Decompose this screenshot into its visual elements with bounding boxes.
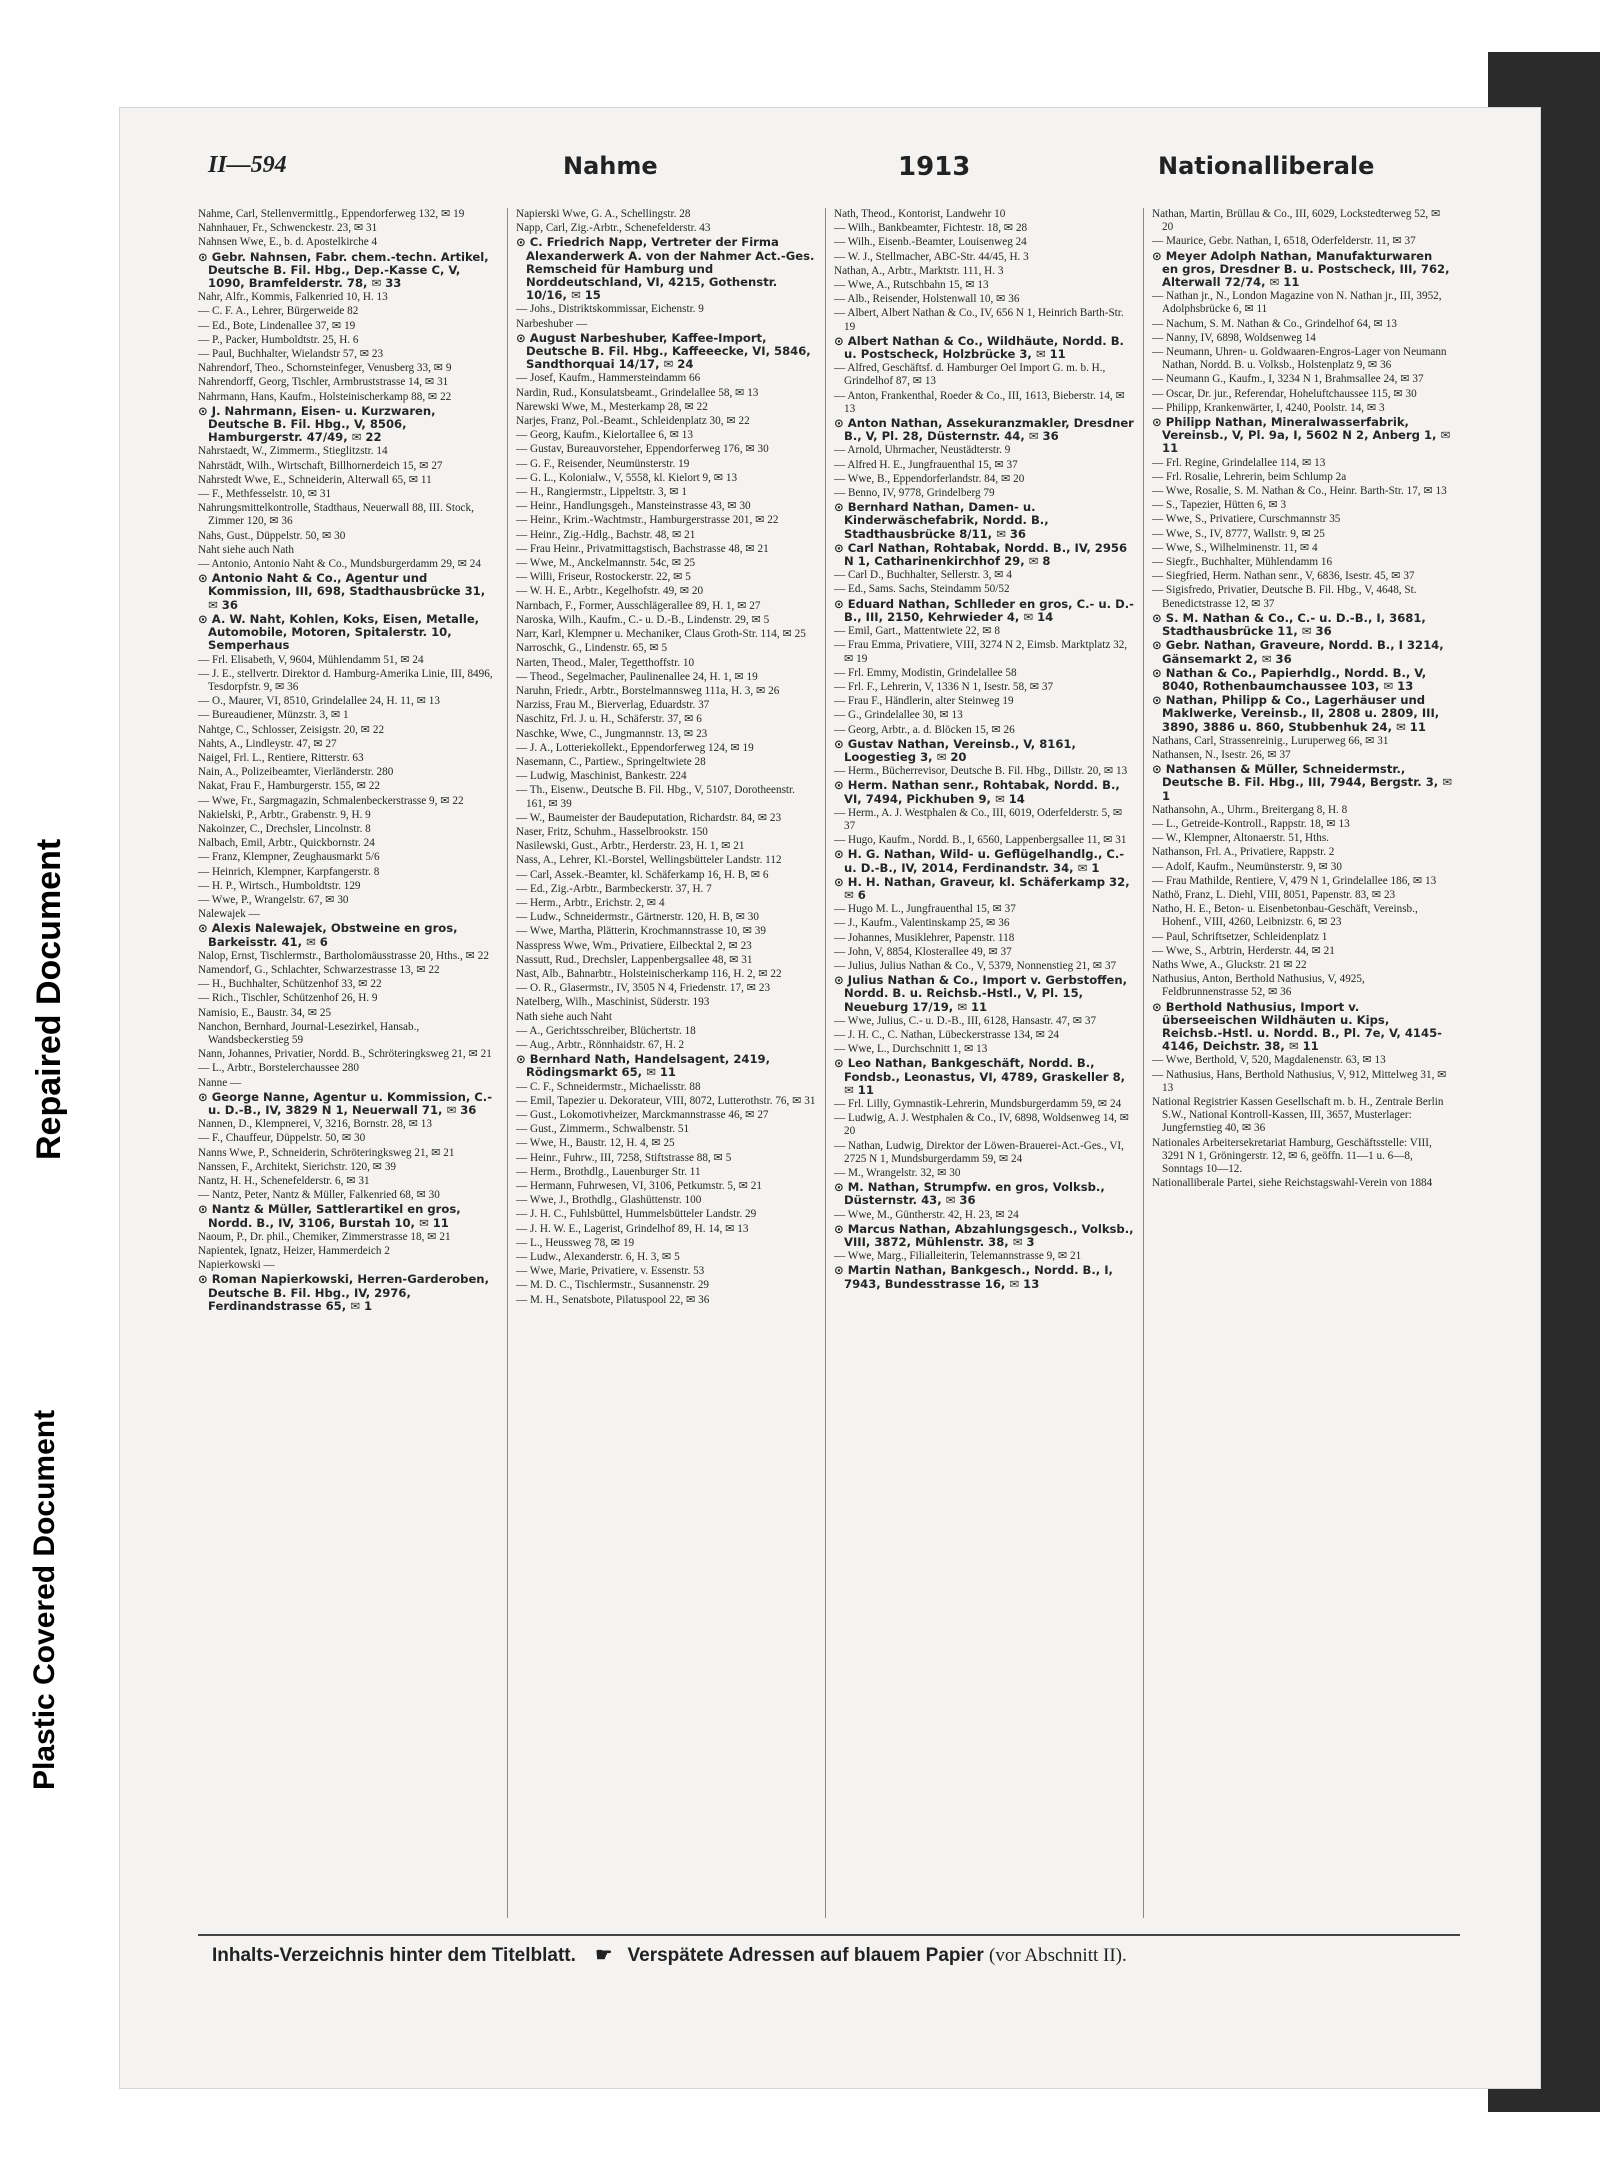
directory-entry: Naroska, Wilh., Kaufm., C.- u. D.-B., Lindenstr. 29, ✉ 5 xyxy=(516,613,770,626)
directory-entry: Nahs, Gust., Düppelstr. 50, ✉ 30 xyxy=(198,529,346,542)
directory-entry: Nass, A., Lehrer, Kl.-Borstel, Wellingsbütteler Landstr. 112 xyxy=(516,854,782,867)
directory-entry: — Franz, Klempner, Zeughausmarkt 5/6 xyxy=(198,851,380,864)
directory-entry: — Hermann, Fuhrwesen, VI, 3106, Petkumstr. 5, ✉ 21 xyxy=(516,1180,762,1193)
directory-entry: Nahrstedt Wwe, E., Schneiderin, Alterwall 65, ✉ 11 xyxy=(198,473,432,486)
footer xyxy=(212,1944,1462,1967)
directory-entry: — Georg, Kaufm., Kielortallee 6, ✉ 13 xyxy=(516,429,693,442)
directory-entry: Nassutt, Rud., Drechsler, Lappenbergsallee 48, ✉ 31 xyxy=(516,953,753,966)
directory-entry: — A., Gerichtsschreiber, Blüchertstr. 18 xyxy=(516,1024,696,1037)
directory-entry: Nann, Johannes, Privatier, Nordd. B., Schröteringksweg 21, ✉ 21 xyxy=(198,1048,492,1061)
page-header xyxy=(208,152,1480,190)
directory-entry: — Wwe, S., Privatiere, Curschmannstr 35 xyxy=(1152,513,1341,526)
directory-entry: — Gust., Zimmerm., Schwalbenstr. 51 xyxy=(516,1123,690,1136)
directory-entry: Nahrendorf, Theo., Schornsteinfeger, Venusberg 33, ✉ 9 xyxy=(198,362,452,375)
directory-entry: — Alfred H. E., Jungfrauenthal 15, ✉ 37 xyxy=(834,458,1018,471)
directory-entry: — L., Getreide-Kontroll., Rappstr. 18, ✉ 13 xyxy=(1152,817,1350,830)
directory-entry: — Alfred, Geschäftsf. d. Hamburger Oel Import G. m. b. H., Grindelhof 87, ✉ 13 xyxy=(834,362,1106,388)
directory-entry: Nannen, D., Klempnerei, V, 3216, Bornstr. 28, ✉ 13 xyxy=(198,1118,432,1131)
directory-entry: — Wwe, H., Baustr. 12, H. 4, ✉ 25 xyxy=(516,1137,675,1150)
directory-entry: — Nathan jr., N., London Magazine von N. Nathan jr., III, 3952, Adolphsbrücke 6, ✉ 11 xyxy=(1152,290,1442,316)
directory-entry: ⊙ Carl Nathan, Rohtabak, Nordd. B., IV, 2956 N 1, Catharinenkirchhof 29, ✉ 8 xyxy=(834,540,1128,569)
directory-entry: — Frl. Lilly, Gymnastik-Lehrerin, Mundsburgerdamm 59, ✉ 24 xyxy=(834,1098,1122,1110)
directory-entry: — Wwe, Martha, Plätterin, Krochmannstrasse 10, ✉ 39 xyxy=(516,925,766,938)
directory-entry: — Philipp, Krankenwärter, I, 4240, Poolstr. 14, ✉ 3 xyxy=(1152,401,1385,414)
directory-entry: — Herm., Arbtr., Erichstr. 2, ✉ 4 xyxy=(516,896,665,909)
directory-entry: ⊙ A. W. Naht, Kohlen, Koks, Eisen, Metalle, Automobile, Motoren, Spitalerstr. 10, Semperhaus xyxy=(198,611,480,653)
hand-pointer-icon: ☛ xyxy=(595,1945,613,1966)
directory-entry: — Julius, Julius Nathan & Co., V, 5379, Nonnenstieg 21, ✉ 37 xyxy=(834,959,1117,972)
directory-entry: Nast, Alb., Bahnarbtr., Holsteinischerkamp 116, H. 2, ✉ 22 xyxy=(516,967,782,980)
directory-entry: ⊙ Roman Napierkowski, Herren-Garderoben, Deutsche B. Fil. Hbg., IV, 2976, Ferdinandstrasse 65, ✉ 1 xyxy=(198,1272,489,1313)
directory-entry: — Sigisfredo, Privatier, Deutsche B. Fil. Hbg., V, 4648, St. Benedictstrasse 12, ✉ 37 xyxy=(1152,584,1417,610)
directory-entry: Naschke, Wwe, C., Jungmannstr. 13, ✉ 23 xyxy=(516,727,708,740)
directory-entry: Napierkowski — xyxy=(198,1259,275,1272)
footer-left: Inhalts-Verzeichnis hinter dem Titelblatt. xyxy=(212,1945,576,1966)
directory-entry: Nathans, Carl, Strassenreinig., Luruperweg 66, ✉ 31 xyxy=(1152,734,1389,747)
directory-entry: Narnbach, F., Former, Ausschlägerallee 89, H. 1, ✉ 27 xyxy=(516,599,761,612)
directory-entry: ⊙ George Nanne, Agentur u. Kommission, C.- u. D.-B., IV, 3829 N 1, Neuerwall 71, ✉ 36 xyxy=(198,1089,493,1117)
directory-entry: — Wwe, P., Wrangelstr. 67, ✉ 30 xyxy=(198,893,349,906)
directory-entry: — M. H., Senatsbote, Pilatuspool 22, ✉ 36 xyxy=(516,1293,710,1306)
directory-entry: Naoum, P., Dr. phil., Chemiker, Zimmerstrasse 18, ✉ 21 xyxy=(198,1230,451,1243)
directory-entry: — Neumann G., Kaufm., I, 3234 N 1, Brahmsallee 24, ✉ 37 xyxy=(1152,373,1424,386)
directory-entry: ⊙ Meyer Adolph Nathan, Manufakturwaren en gros, Dresdner B. u. Postscheck, III, 762, Alterwall 72/74, ✉ 11 xyxy=(1152,248,1450,290)
directory-entry: Nathansen, N., Isestr. 26, ✉ 37 xyxy=(1152,748,1291,761)
directory-entry: Nahtge, C., Schlosser, Zeisigstr. 20, ✉ 22 xyxy=(198,723,385,736)
directory-entry: ⊙ Philipp Nathan, Mineralwasserfabrik, Vereinsb., V, Pl. 9a, I, 5602 N 2, Anberg 1, ✉ 11 xyxy=(1152,415,1451,456)
directory-entry: Nahrstaedt, W., Zimmerm., Stieglitzstr. 14 xyxy=(198,445,388,458)
directory-page xyxy=(120,108,1540,2088)
directory-entry: ⊙ Bernhard Nathan, Damen- u. Kinderwäschefabrik, Nordd. B., Stadthausbrücke 8/11, ✉ 36 xyxy=(834,500,1049,541)
directory-entry: Nahme, Carl, Stellenvermittlg., Eppendorferweg 132, ✉ 19 xyxy=(198,208,465,220)
directory-entry: Nahrendorff, Georg, Tischler, Armbruststrasse 14, ✉ 31 xyxy=(198,376,449,389)
directory-entry: Narbeshuber — xyxy=(516,317,588,330)
directory-entry: ⊙ M. Nathan, Strumpfw. en gros, Volksb., Düsternstr. 43, ✉ 36 xyxy=(834,1180,1105,1208)
directory-entry: Nahnsen Wwe, E., b. d. Apostelkirche 4 xyxy=(198,236,378,249)
directory-entry: — Wwe, Marie, Privatiere, v. Essenstr. 53 xyxy=(516,1265,705,1278)
directory-entry: ⊙ Julius Nathan & Co., Import v. Gerbstoffen, Nordd. B. u. Reichsb.-Hstl., V, Pl. 15, Neueburg 17/19, ✉ 11 xyxy=(834,973,1128,1014)
directory-entry: — Herm., Brothdlg., Lauenburger Str. 11 xyxy=(516,1165,701,1178)
directory-entry: — Nanny, IV, 6898, Woldsenweg 14 xyxy=(1152,331,1316,344)
directory-entry: — M. D. C., Tischlermstr., Susannenstr. 29 xyxy=(516,1279,710,1292)
directory-entry: Natho, H. E., Beton- u. Eisenbetonbau-Geschäft, Vereinsb., Hohenf., VIII, 4260, Leibnizstr. 6, ✉ 23 xyxy=(1152,903,1418,929)
directory-entry: — Wwe, A., Rutschbahn 15, ✉ 13 xyxy=(834,279,989,292)
directory-entry: — Herm., Bücherrevisor, Deutsche B. Fil. Hbg., Dillstr. 20, ✉ 13 xyxy=(834,765,1128,778)
head-word: Nahme xyxy=(563,152,658,180)
columns xyxy=(198,208,1460,1918)
directory-entry: — Gustav, Bureauvorsteher, Eppendorferweg 176, ✉ 30 xyxy=(516,443,769,456)
directory-entry: — Alb., Reisender, Holstenwall 10, ✉ 36 xyxy=(834,293,1020,306)
directory-entry: — L., Arbtr., Borstelerchaussee 280 xyxy=(198,1062,359,1075)
directory-entry: Naigel, Frl. L., Rentiere, Ritterstr. 63 xyxy=(198,751,364,764)
directory-entry: Nasilewski, Gust., Arbtr., Herderstr. 23, H. 1, ✉ 21 xyxy=(516,840,745,853)
directory-entry: — W. H. E., Arbtr., Kegelhofstr. 49, ✉ 20 xyxy=(516,585,704,598)
directory-entry: — G. F., Reisender, Neumünsterstr. 19 xyxy=(516,457,690,470)
right-head-word: Nationalliberale xyxy=(1158,152,1375,180)
directory-entry: ⊙ Albert Nathan & Co., Wildhäute, Nordd. B. u. Postscheck, Holzbrücke 3, ✉ 11 xyxy=(834,333,1124,362)
directory-entry: National Registrier Kassen Gesellschaft m. b. H., Zentrale Berlin S.W., National Kontroll-Kassen, III, 3657, Musterlager: Jungfernstieg 40, ✉ 36 xyxy=(1152,1096,1444,1135)
directory-entry: — Aug., Arbtr., Rönnhaidstr. 67, H. 2 xyxy=(516,1038,685,1051)
directory-entry: — Georg, Arbtr., a. d. Blöcken 15, ✉ 26 xyxy=(834,723,1015,736)
directory-entry: — Hugo M. L., Jungfrauenthal 15, ✉ 37 xyxy=(834,903,1016,916)
directory-entry: ⊙ S. M. Nathan & Co., C.- u. D.-B., I, 3681, Stadthausbrücke 11, ✉ 36 xyxy=(1152,610,1426,639)
directory-entry: — Frau Mathilde, Rentiere, V, 479 N 1, Grindelallee 186, ✉ 13 xyxy=(1152,874,1437,887)
directory-entry: — Frau Heinr., Privatmittagstisch, Bachstrasse 48, ✉ 21 xyxy=(516,542,769,555)
directory-entry: — Wwe, M., Güntherstr. 42, H. 23, ✉ 24 xyxy=(834,1208,1019,1221)
directory-entry: — J. A., Lotteriekollekt., Eppendorferweg 124, ✉ 19 xyxy=(516,741,754,754)
directory-entry: Naschitz, Frl. J. u. H., Schäferstr. 37, ✉ 6 xyxy=(516,713,702,726)
directory-entry: ⊙ Anton Nathan, Assekuranzmakler, Dresdner B., V, Pl. 28, Düsternstr. 44, ✉ 36 xyxy=(834,416,1134,444)
directory-entry: — Paul, Schriftsetzer, Schleidenplatz 1 xyxy=(1152,930,1328,943)
directory-entry: — Maurice, Gebr. Nathan, I, 6518, Oderfelderstr. 11, ✉ 37 xyxy=(1152,235,1416,248)
directory-entry: Nationalliberale Partei, siehe Reichstagswahl-Verein von 1884 xyxy=(1152,1177,1433,1190)
directory-entry: — Ludwig, A. J. Westphalen & Co., IV, 6898, Woldsenweg 14, ✉ 20 xyxy=(834,1112,1130,1138)
directory-entry: — Frl. Rosalie, Lehrerin, beim Schlump 2a xyxy=(1152,470,1347,483)
directory-entry: — Frau Emma, Privatiere, VIII, 3274 N 2, Eimsb. Marktplatz 32, ✉ 19 xyxy=(834,639,1128,665)
directory-entry: — Ludw., Schneidermstr., Gärtnerstr. 120, H. B, ✉ 30 xyxy=(516,911,759,924)
directory-entry: — Ed., Bote, Lindenallee 37, ✉ 19 xyxy=(198,319,356,332)
directory-entry: Narr, Karl, Klempner u. Mechaniker, Claus Groth-Str. 114, ✉ 25 xyxy=(516,628,806,641)
directory-entry: ⊙ Nantz & Müller, Sattlerartikel en gros, Nordd. B., IV, 3106, Burstah 10, ✉ 11 xyxy=(198,1202,461,1230)
directory-entry: — G. L., Kolonialw., V, 5558, kl. Kielort 9, ✉ 13 xyxy=(516,471,738,484)
column-rule xyxy=(507,208,508,1918)
directory-entry: Nakat, Frau F., Hamburgerstr. 155, ✉ 22 xyxy=(198,780,380,793)
directory-entry: Nathan, Martin, Brüllau & Co., III, 6029, Lockstedterweg 52, ✉ 20 xyxy=(1152,208,1441,234)
directory-entry: Nahrungsmittelkontrolle, Stadthaus, Neuerwall 88, III. Stock, Zimmer 120, ✉ 36 xyxy=(198,502,474,528)
directory-entry: Nahnhauer, Fr., Schwenckestr. 23, ✉ 31 xyxy=(198,222,378,235)
directory-entry: — Wwe, Julius, C.- u. D.-B., III, 6128, Hansastr. 47, ✉ 37 xyxy=(834,1014,1097,1027)
directory-entry: — Gust., Lokomotivheizer, Marckmannstrasse 46, ✉ 27 xyxy=(516,1109,769,1121)
year: 1913 xyxy=(898,152,971,182)
directory-entry: — J. H. C., Fuhlsbüttel, Hummelsbütteler Landstr. 29 xyxy=(516,1208,757,1221)
directory-entry: — Johs., Distriktskommissar, Eichenstr. 9 xyxy=(516,303,704,316)
directory-entry: — Heinr., Handlungsgeh., Mansteinstrasse 43, ✉ 30 xyxy=(516,500,751,513)
directory-entry: Nantz, H. H., Schenefelderstr. 6, ✉ 31 xyxy=(198,1175,370,1188)
plastic-covered-document-label: Plastic Covered Document xyxy=(28,1409,61,1790)
directory-entry: — F., Methfesselstr. 10, ✉ 31 xyxy=(198,488,332,501)
column-rule xyxy=(1143,208,1144,1918)
directory-entry: — Heinr., Fuhrw., III, 7258, Stiftstrasse 88, ✉ 5 xyxy=(516,1151,732,1164)
directory-entry: — Nathan, Ludwig, Direktor der Löwen-Brauerei-Act.-Ges., VI, 2725 N 1, Mundsburgerdamm 59, ✉ 24 xyxy=(834,1139,1124,1165)
directory-entry: ⊙ Berthold Nathusius, Import v. überseeischen Wildhäuten u. Kips, Reichsb.-Hstl. u. Nordd. B., Pl. 7e, V, 4145-4146, Deichstr. 38, ✉ 11 xyxy=(1152,999,1442,1054)
directory-entry: — Wwe, S., Arbtrin, Herderstr. 44, ✉ 21 xyxy=(1152,944,1335,957)
directory-entry: — C. F., Schneidermstr., Michaelisstr. 88 xyxy=(516,1080,701,1093)
directory-entry: — Rich., Tischler, Schützenhof 26, H. 9 xyxy=(198,992,378,1005)
footer-rule xyxy=(198,1934,1460,1936)
directory-entry: — H. P., Wirtsch., Humboldtstr. 129 xyxy=(198,879,361,892)
directory-entry: Nardin, Rud., Konsulatsbeamt., Grindelallee 58, ✉ 13 xyxy=(516,386,759,399)
directory-entry: — Nantz, Peter, Nantz & Müller, Falkenried 68, ✉ 30 xyxy=(198,1189,440,1202)
directory-entry: — H., Rangiermstr., Lippeltstr. 3, ✉ 1 xyxy=(516,486,687,499)
directory-entry: Nain, A., Polizeibeamter, Vierländerstr. 280 xyxy=(198,766,394,779)
directory-entry: Nakielski, P., Arbtr., Grabenstr. 9, H. 9 xyxy=(198,808,371,821)
directory-entry: Narewski Wwe, M., Mesterkamp 28, ✉ 22 xyxy=(516,400,708,413)
directory-entry: — Wilh., Bankbeamter, Fichtestr. 18, ✉ 28 xyxy=(834,222,1028,235)
directory-entry: — Oscar, Dr. jur., Referendar, Hoheluftchaussee 115, ✉ 30 xyxy=(1152,387,1417,400)
directory-entry: — Ed., Zig.-Arbtr., Barmbeckerstr. 37, H. 7 xyxy=(516,882,712,895)
directory-entry: — Heinr., Zig.-Hdlg., Bachstr. 48, ✉ 21 xyxy=(516,528,696,541)
directory-entry: Naht siehe auch Nath xyxy=(198,543,294,556)
directory-entry: — Frl. Regine, Grindelallee 114, ✉ 13 xyxy=(1152,456,1326,469)
directory-entry: Nationales Arbeitersekretariat Hamburg, Geschäftsstelle: VIII, 3291 N 1, Gröningerstr. 12, ✉ 6, geöffn. 11—1 u. 6—8, Sonntags 10—12. xyxy=(1152,1136,1432,1176)
directory-entry: — Th., Eisenw., Deutsche B. Fil. Hbg., V, 5107, Dorotheenstr. 161, ✉ 39 xyxy=(516,784,795,810)
directory-entry: — G., Grindelallee 30, ✉ 13 xyxy=(834,709,963,722)
directory-entry: Nahr, Alfr., Kommis, Falkenried 10, H. 13 xyxy=(198,291,388,304)
directory-entry: Namendorf, G., Schlachter, Schwarzestrasse 13, ✉ 22 xyxy=(198,963,440,976)
directory-entry: — Heinr., Krim.-Wachtmstr., Hamburgerstrasse 201, ✉ 22 xyxy=(516,514,779,527)
directory-entry: ⊙ Leo Nathan, Bankgeschäft, Nordd. B., Fondsb., Leonastus, VI, 4789, Graskeller 8, ✉ 11 xyxy=(834,1056,1126,1097)
directory-entry: Nathusius, Anton, Berthold Nathusius, V, 4925, Feldbrunnenstrasse 52, ✉ 36 xyxy=(1152,973,1365,999)
directory-entry: — S., Tapezier, Hütten 6, ✉ 3 xyxy=(1152,499,1287,512)
directory-entry: Naruhn, Friedr., Arbtr., Borstelmannsweg 111a, H. 3, ✉ 26 xyxy=(516,684,780,697)
directory-entry: ⊙ Antonio Naht & Co., Agentur und Kommission, III, 698, Stadthausbrücke 31, ✉ 36 xyxy=(198,571,486,612)
directory-entry: — Hugo, Kaufm., Nordd. B., I, 6560, Lappenbergsallee 11, ✉ 31 xyxy=(834,834,1127,847)
directory-entry: — Carl D., Buchhalter, Sellerstr. 3, ✉ 4 xyxy=(834,569,1012,582)
directory-entry: ⊙ Nathan & Co., Papierhdlg., Nordd. B., V, 8040, Rothenbaumchaussee 103, ✉ 13 xyxy=(1152,665,1427,693)
directory-entry: — J. H. W. E., Lagerist, Grindelhof 89, H. 14, ✉ 13 xyxy=(516,1222,749,1235)
directory-entry: — Wwe, L., Durchschnitt 1, ✉ 13 xyxy=(834,1043,988,1056)
directory-entry: Napientek, Ignatz, Heizer, Hammerdeich 2 xyxy=(198,1245,390,1258)
directory-entry: — Wwe, Berthold, V, 520, Magdalenenstr. 63, ✉ 13 xyxy=(1152,1054,1386,1067)
directory-entry: — Benno, IV, 9778, Grindelberg 79 xyxy=(834,487,995,500)
footer-right: Verspätete Adressen auf blauem Papier xyxy=(627,1945,984,1966)
footer-note: (vor Abschnitt II). xyxy=(989,1945,1127,1966)
directory-entry: — Wwe, S., IV, 8777, Wallstr. 9, ✉ 25 xyxy=(1152,527,1325,540)
directory-entry: — Wwe, Rosalie, S. M. Nathan & Co., Heinr. Barth-Str. 17, ✉ 13 xyxy=(1152,485,1447,498)
directory-entry: — Ed., Sams. Sachs, Steindamm 50/52 xyxy=(834,583,1010,596)
directory-entry: — Wwe, M., Anckelmannstr. 54c, ✉ 25 xyxy=(516,557,696,570)
directory-entry: Nahts, A., Lindleystr. 47, ✉ 27 xyxy=(198,737,337,750)
directory-entry: ⊙ Nathansen & Müller, Schneidermstr., Deutsche B. Fil. Hbg., III, 7944, Bergstr. 3, ✉ 1 xyxy=(1152,762,1452,803)
directory-entry: ⊙ Eduard Nathan, Schlleder en gros, C.- u. D.-B., III, 2150, Kehrwieder 4, ✉ 14 xyxy=(834,596,1134,624)
directory-entry: — Frl. F., Lehrerin, V, 1336 N 1, Isestr. 58, ✉ 37 xyxy=(834,680,1054,693)
column-3 xyxy=(834,208,1134,1918)
directory-entry: Nahrmann, Hans, Kaufm., Holsteinischerkamp 88, ✉ 22 xyxy=(198,390,452,403)
directory-entry: — J. E., stellvertr. Direktor d. Hamburg-Amerika Linie, III, 8496, Tesdorpfstr. 9, ✉ 36 xyxy=(198,667,493,693)
directory-entry: Nanne — xyxy=(198,1076,242,1089)
directory-entry: — Willi, Friseur, Rostockerstr. 22, ✉ 5 xyxy=(516,571,691,584)
directory-entry: Nathansohn, A., Uhrm., Breitergang 8, H. 8 xyxy=(1152,803,1348,816)
directory-entry: Nalewajek — xyxy=(198,908,260,921)
directory-entry: — Carl, Assek.-Beamter, kl. Schäferkamp 16, H. B, ✉ 6 xyxy=(516,868,769,881)
directory-entry: — Josef, Kaufm., Hammersteindamm 66 xyxy=(516,372,701,385)
directory-entry: Nath siehe auch Naht xyxy=(516,1010,612,1023)
directory-entry: — J. H. C., C. Nathan, Lübeckerstrasse 134, ✉ 24 xyxy=(834,1028,1060,1041)
directory-entry: ⊙ Marcus Nathan, Abzahlungsgesch., Volksb., VIII, 3872, Mühlenstr. 38, ✉ 3 xyxy=(834,1221,1134,1250)
directory-entry: ⊙ Gustav Nathan, Vereinsb., V, 8161, Loogestieg 3, ✉ 20 xyxy=(834,736,1076,764)
directory-entry: — Wwe, Marg., Filialleiterin, Telemannstrasse 9, ✉ 21 xyxy=(834,1250,1082,1263)
directory-entry: — Frau F., Händlerin, alter Steinweg 19 xyxy=(834,695,1014,708)
directory-entry: — Antonio, Antonio Naht & Co., Mundsburgerdamm 29, ✉ 24 xyxy=(198,558,481,571)
directory-entry: ⊙ Bernhard Nath, Handelsagent, 2419, Rödingsmarkt 65, ✉ 11 xyxy=(516,1052,771,1080)
directory-entry: Narten, Theod., Maler, Tegetthoffstr. 10 xyxy=(516,656,695,669)
directory-entry: Nanns Wwe, P., Schneiderin, Schröteringksweg 21, ✉ 21 xyxy=(198,1146,455,1159)
directory-entry: ⊙ Alexis Nalewajek, Obstweine en gros, Barkeisstr. 41, ✉ 6 xyxy=(198,921,458,949)
directory-entry: Naser, Fritz, Schuhm., Hasselbrookstr. 150 xyxy=(516,825,708,838)
directory-entry: — O., Maurer, VI, 8510, Grindelallee 24, H. 11, ✉ 13 xyxy=(198,695,440,708)
directory-entry: — Paul, Buchhalter, Wielandstr 57, ✉ 23 xyxy=(198,348,384,361)
directory-entry: — Albert, Albert Nathan & Co., IV, 656 N 1, Heinrich Barth-Str. 19 xyxy=(834,307,1124,333)
directory-entry: — Wwe, Fr., Sargmagazin, Schmalenbeckerstrasse 9, ✉ 22 xyxy=(198,794,464,807)
directory-entry: — Emil, Gart., Mattentwiete 22, ✉ 8 xyxy=(834,625,1000,638)
directory-entry: Narroschk, G., Lindenstr. 65, ✉ 5 xyxy=(516,642,668,655)
directory-entry: — O. R., Glasermstr., IV, 3505 N 4, Friedenstr. 17, ✉ 23 xyxy=(516,982,771,995)
directory-entry: Narziss, Frau M., Bierverlag, Eduardstr. 37 xyxy=(516,699,710,712)
directory-entry: — Adolf, Kaufm., Neumünsterstr. 9, ✉ 30 xyxy=(1152,860,1342,873)
directory-entry: — Emil, Tapezier u. Dekorateur, VIII, 8072, Lutterothstr. 76, ✉ 31 xyxy=(516,1094,816,1107)
repaired-document-label: Repaired Document xyxy=(30,838,68,1160)
directory-entry: — Nachum, S. M. Nathan & Co., Grindelhof 64, ✉ 13 xyxy=(1152,317,1397,330)
directory-entry: — Theod., Segelmacher, Paulinenallee 24, H. 1, ✉ 19 xyxy=(516,670,758,683)
directory-entry: ⊙ Martin Nathan, Bankgesch., Nordd. B., I, 7943, Bundesstrasse 16, ✉ 13 xyxy=(834,1263,1113,1291)
directory-entry: ⊙ Gebr. Nathan, Graveure, Nordd. B., I 3214, Gänsemarkt 2, ✉ 36 xyxy=(1152,638,1444,666)
directory-entry: Nathan, A., Arbtr., Marktstr. 111, H. 3 xyxy=(834,264,1004,277)
directory-entry: Nahrstädt, Wilh., Wirtschaft, Billhornerdeich 15, ✉ 27 xyxy=(198,459,443,472)
directory-entry: Nasspress Wwe, Wm., Privatiere, Eilbecktal 2, ✉ 23 xyxy=(516,939,752,952)
directory-entry: — Frl. Elisabeth, V, 9604, Mühlendamm 51, ✉ 24 xyxy=(198,653,424,666)
directory-entry: — W. J., Stellmacher, ABC-Str. 44/45, H. 3 xyxy=(834,250,1029,263)
directory-entry: — Wwe, S., Wilhelminenstr. 11, ✉ 4 xyxy=(1152,541,1318,554)
directory-entry: — Siegfried, Herm. Nathan senr., V, 6836, Isestr. 45, ✉ 37 xyxy=(1152,570,1415,583)
directory-entry: — Siegfr., Buchhalter, Mühlendamm 16 xyxy=(1152,556,1333,569)
directory-entry: ⊙ Gebr. Nahnsen, Fabr. chem.-techn. Artikel, Deutsche B. Fil. Hbg., Dep.-Kasse C, V, 1090, Bramfelderstr. 78, ✉ 33 xyxy=(198,249,489,291)
directory-entry: ⊙ August Narbeshuber, Kaffee-Import, Deutsche B. Fil. Hbg., Kaffeeecke, VI, 5846, Sandthorquai 14/17, ✉ 24 xyxy=(516,330,811,372)
directory-entry: — C. F. A., Lehrer, Bürgerweide 82 xyxy=(198,305,359,318)
directory-entry: — Wilh., Eisenb.-Beamter, Louisenweg 24 xyxy=(834,236,1027,249)
directory-entry: — W., Baumeister der Baudeputation, Richardstr. 84, ✉ 23 xyxy=(516,811,782,824)
directory-entry: — Wwe, B., Eppendorferlandstr. 84, ✉ 20 xyxy=(834,472,1025,485)
column-rule xyxy=(825,208,826,1918)
directory-entry: — J., Kaufm., Valentinskamp 25, ✉ 36 xyxy=(834,917,1010,930)
column-4 xyxy=(1152,208,1452,1918)
directory-entry: Nathanson, Frl. A., Privatiere, Rappstr. 2 xyxy=(1152,846,1335,859)
directory-entry: Nathö, Franz, L. Diehl, VIII, 8051, Papenstr. 83, ✉ 23 xyxy=(1152,888,1396,901)
directory-entry: — P., Packer, Humboldtstr. 25, H. 6 xyxy=(198,333,359,346)
directory-entry: — Ludwig, Maschinist, Bankestr. 224 xyxy=(516,770,687,783)
directory-entry: Naths Wwe, A., Gluckstr. 21 ✉ 22 xyxy=(1152,958,1307,971)
directory-entry: — M., Wrangelstr. 32, ✉ 30 xyxy=(834,1167,961,1180)
directory-entry: Napierski Wwe, G. A., Schellingstr. 28 xyxy=(516,208,691,220)
directory-entry: — Ludw., Alexanderstr. 6, H. 3, ✉ 5 xyxy=(516,1251,680,1264)
column-2 xyxy=(516,208,816,1918)
directory-entry: Nanssen, F., Architekt, Sierichstr. 120, ✉ 39 xyxy=(198,1160,397,1173)
directory-entry: Natelberg, Wilh., Maschinist, Süderstr. 193 xyxy=(516,996,710,1009)
directory-entry: — H., Buchhalter, Schützenhof 33, ✉ 22 xyxy=(198,978,382,991)
directory-entry: — Arnold, Uhrmacher, Neustädterstr. 9 xyxy=(834,444,1011,457)
directory-entry: ⊙ Nathan, Philipp & Co., Lagerhäuser und Maklwerke, Vereinsb., II, 2808 u. 2809, III, 3890, 3886 u. 860, Stubbenhuk 24, ✉ 11 xyxy=(1152,693,1440,734)
directory-entry: — Nathusius, Hans, Berthold Nathusius, V, 912, Mittelweg 31, ✉ 13 xyxy=(1152,1068,1447,1094)
directory-entry: Nath, Theod., Kontorist, Landwehr 10 xyxy=(834,208,1006,220)
directory-entry: — Anton, Frankenthal, Roeder & Co., III, 1613, Bieberstr. 14, ✉ 13 xyxy=(834,389,1125,415)
directory-entry: Nalop, Ernst, Tischlermstr., Bartholomäusstrasse 20, Hths., ✉ 22 xyxy=(198,949,489,962)
directory-entry: — L., Heussweg 78, ✉ 19 xyxy=(516,1236,635,1249)
directory-entry: — Bureaudiener, Münzstr. 3, ✉ 1 xyxy=(198,709,349,722)
directory-entry: ⊙ Herm. Nathan senr., Rohtabak, Nordd. B., VI, 7494, Pickhuben 9, ✉ 14 xyxy=(834,778,1120,806)
directory-entry: Narjes, Franz, Pol.-Beamt., Schleidenplatz 30, ✉ 22 xyxy=(516,415,750,428)
directory-entry: — W., Klempner, Altonaerstr. 51, Hths. xyxy=(1152,832,1329,845)
directory-entry: Nanchon, Bernhard, Journal-Lesezirkel, Hansab., Wandsbeckerstieg 59 xyxy=(198,1020,420,1046)
directory-entry: ⊙ H. H. Nathan, Graveur, kl. Schäferkamp 32, ✉ 6 xyxy=(834,874,1130,902)
directory-entry: — Wwe, J., Brothdlg., Glashüttenstr. 100 xyxy=(516,1194,702,1207)
directory-entry: Nasemann, C., Partiew., Springeltwiete 28 xyxy=(516,755,706,768)
directory-entry: — F., Chauffeur, Düppelstr. 50, ✉ 30 xyxy=(198,1132,366,1145)
directory-entry: ⊙ H. G. Nathan, Wild- u. Geflügelhandlg., C.- u. D.-B., IV, 2014, Ferdinandstr. 34, ✉ 1 xyxy=(834,847,1125,875)
directory-entry: — Herm., A. J. Westphalen & Co., III, 6019, Oderfelderstr. 5, ✉ 37 xyxy=(834,806,1123,832)
directory-entry: ⊙ J. Nahrmann, Eisen- u. Kurzwaren, Deutsche B. Fil. Hbg., V, 8506, Hamburgerstr. 47/49, ✉ 22 xyxy=(198,403,436,445)
directory-entry: Nalbach, Emil, Arbtr., Quickbornstr. 24 xyxy=(198,837,375,850)
column-1 xyxy=(198,208,498,1918)
page-number: II—594 xyxy=(208,152,287,178)
directory-entry: — Neumann, Uhren- u. Goldwaaren-Engros-Lager von Neumann Nathan, Nordd. B. u. Volksb., Holstenplatz 9, ✉ 36 xyxy=(1152,346,1447,372)
directory-entry: — Heinrich, Klempner, Karpfangerstr. 8 xyxy=(198,865,380,878)
directory-entry: Nakoinzer, C., Drechsler, Lincolnstr. 8 xyxy=(198,822,371,835)
directory-entry: — Johannes, Musiklehrer, Papenstr. 118 xyxy=(834,931,1015,944)
directory-entry: — Frl. Emmy, Modistin, Grindelallee 58 xyxy=(834,666,1017,679)
directory-entry: Napp, Carl, Zig.-Arbtr., Schenefelderstr. 43 xyxy=(516,222,711,235)
directory-entry: ⊙ C. Friedrich Napp, Vertreter der Firma Alexanderwerk A. von der Nahmer Act.-Ges. Remscheid für Hamburg und Norddeutschland, VI, 4215, Gothenstr. 10/16, ✉ 15 xyxy=(516,235,815,303)
directory-entry: Namisio, E., Baustr. 34, ✉ 25 xyxy=(198,1006,332,1019)
directory-entry: — John, V, 8854, Klosterallee 49, ✉ 37 xyxy=(834,945,1012,958)
